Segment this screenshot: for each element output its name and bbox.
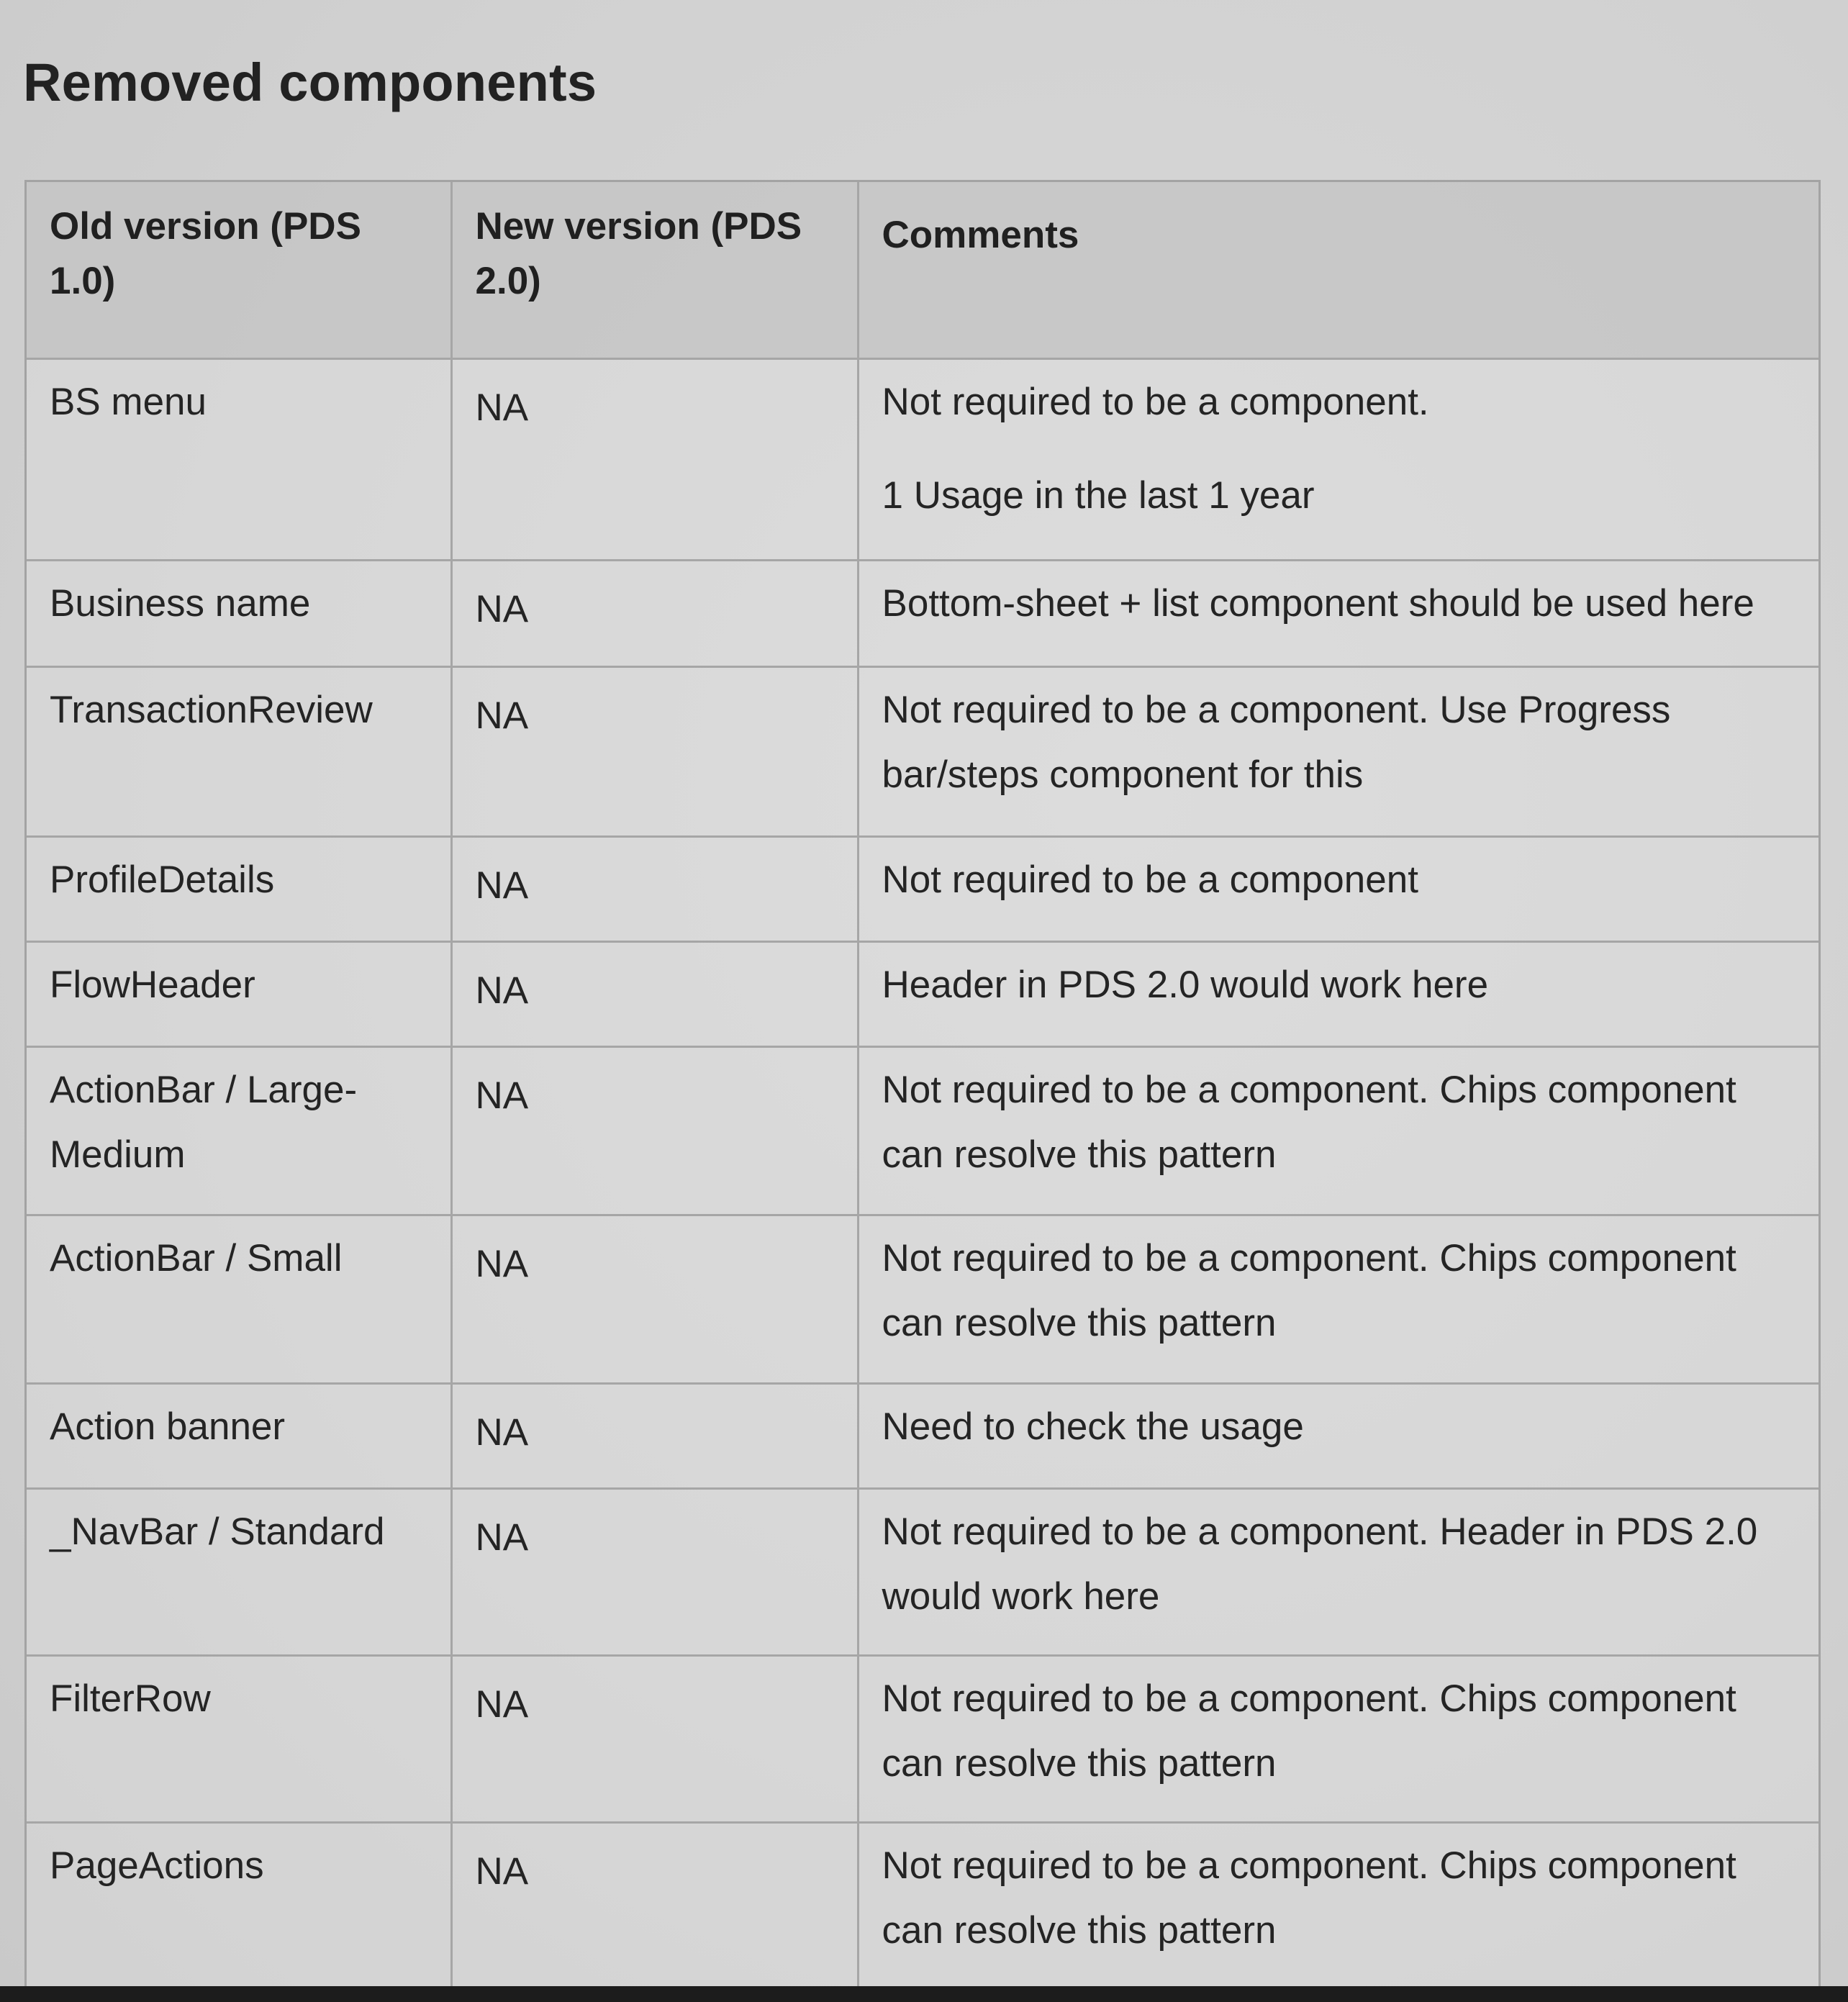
old-version-cell: TransactionReview [27,666,451,836]
comment-cell: Not required to be a component. Header in PDS 2.0 would work here [858,1488,1818,1655]
new-version-cell: NA [451,1383,858,1488]
table-row [27,1822,1818,1995]
comment-cell: Not required to be a component. Chips component can resolve this pattern [858,1822,1818,1995]
table-header-row [27,182,1818,358]
old-version-cell: ActionBar / Large-Medium [27,1046,451,1215]
old-version-cell: FilterRow [27,1655,451,1822]
comment-cell: Not required to be a component. Chips component can resolve this pattern [858,1215,1818,1383]
table-row [27,1488,1818,1655]
comment-text-secondary: 1 Usage in the last 1 year [882,474,1315,517]
removed-components-table [24,180,1821,1986]
new-version-cell: NA [451,1046,858,1215]
comment-cell: Not required to be a component. Use Progress bar/steps component for this [858,666,1818,836]
header-old-version: Old version (PDS 1.0) [27,182,451,358]
old-version-cell: ProfileDetails [27,836,451,941]
header-new-version: New version (PDS 2.0) [451,182,858,358]
new-version-cell: NA [451,666,858,836]
old-version-cell: BS menu [27,358,451,560]
new-version-cell: NA [451,560,858,666]
table-row [27,836,1818,941]
comment-text: Not required to be a component. [882,380,1429,423]
page-title: Removed components [23,53,597,112]
table-row [27,560,1818,666]
comment-cell: Not required to be a component. Chips component can resolve this pattern [858,1655,1818,1822]
table-row [27,666,1818,836]
table-row [27,1655,1818,1822]
new-version-cell: NA [451,1822,858,1995]
old-version-cell: FlowHeader [27,941,451,1046]
new-version-cell: NA [451,358,858,560]
monitor-bezel [0,1986,1848,2002]
comment-cell: Not required to be a component [858,836,1818,941]
old-version-cell: ActionBar / Small [27,1215,451,1383]
table-row [27,1046,1818,1215]
old-version-cell: PageActions [27,1822,451,1995]
new-version-cell: NA [451,836,858,941]
comment-cell: Bottom-sheet + list component should be used here [858,560,1818,666]
table-row [27,1383,1818,1488]
new-version-cell: NA [451,941,858,1046]
comment-cell [858,358,1818,560]
new-version-cell: NA [451,1215,858,1383]
table-row [27,1215,1818,1383]
old-version-cell: Business name [27,560,451,666]
components-table [27,182,1818,1996]
comment-cell: Need to check the usage [858,1383,1818,1488]
new-version-cell: NA [451,1655,858,1822]
table-row [27,358,1818,560]
comment-cell: Header in PDS 2.0 would work here [858,941,1818,1046]
old-version-cell: _NavBar / Standard [27,1488,451,1655]
table-row [27,941,1818,1046]
new-version-cell: NA [451,1488,858,1655]
old-version-cell: Action banner [27,1383,451,1488]
comment-cell: Not required to be a component. Chips component can resolve this pattern [858,1046,1818,1215]
header-comments: Comments [858,182,1818,358]
